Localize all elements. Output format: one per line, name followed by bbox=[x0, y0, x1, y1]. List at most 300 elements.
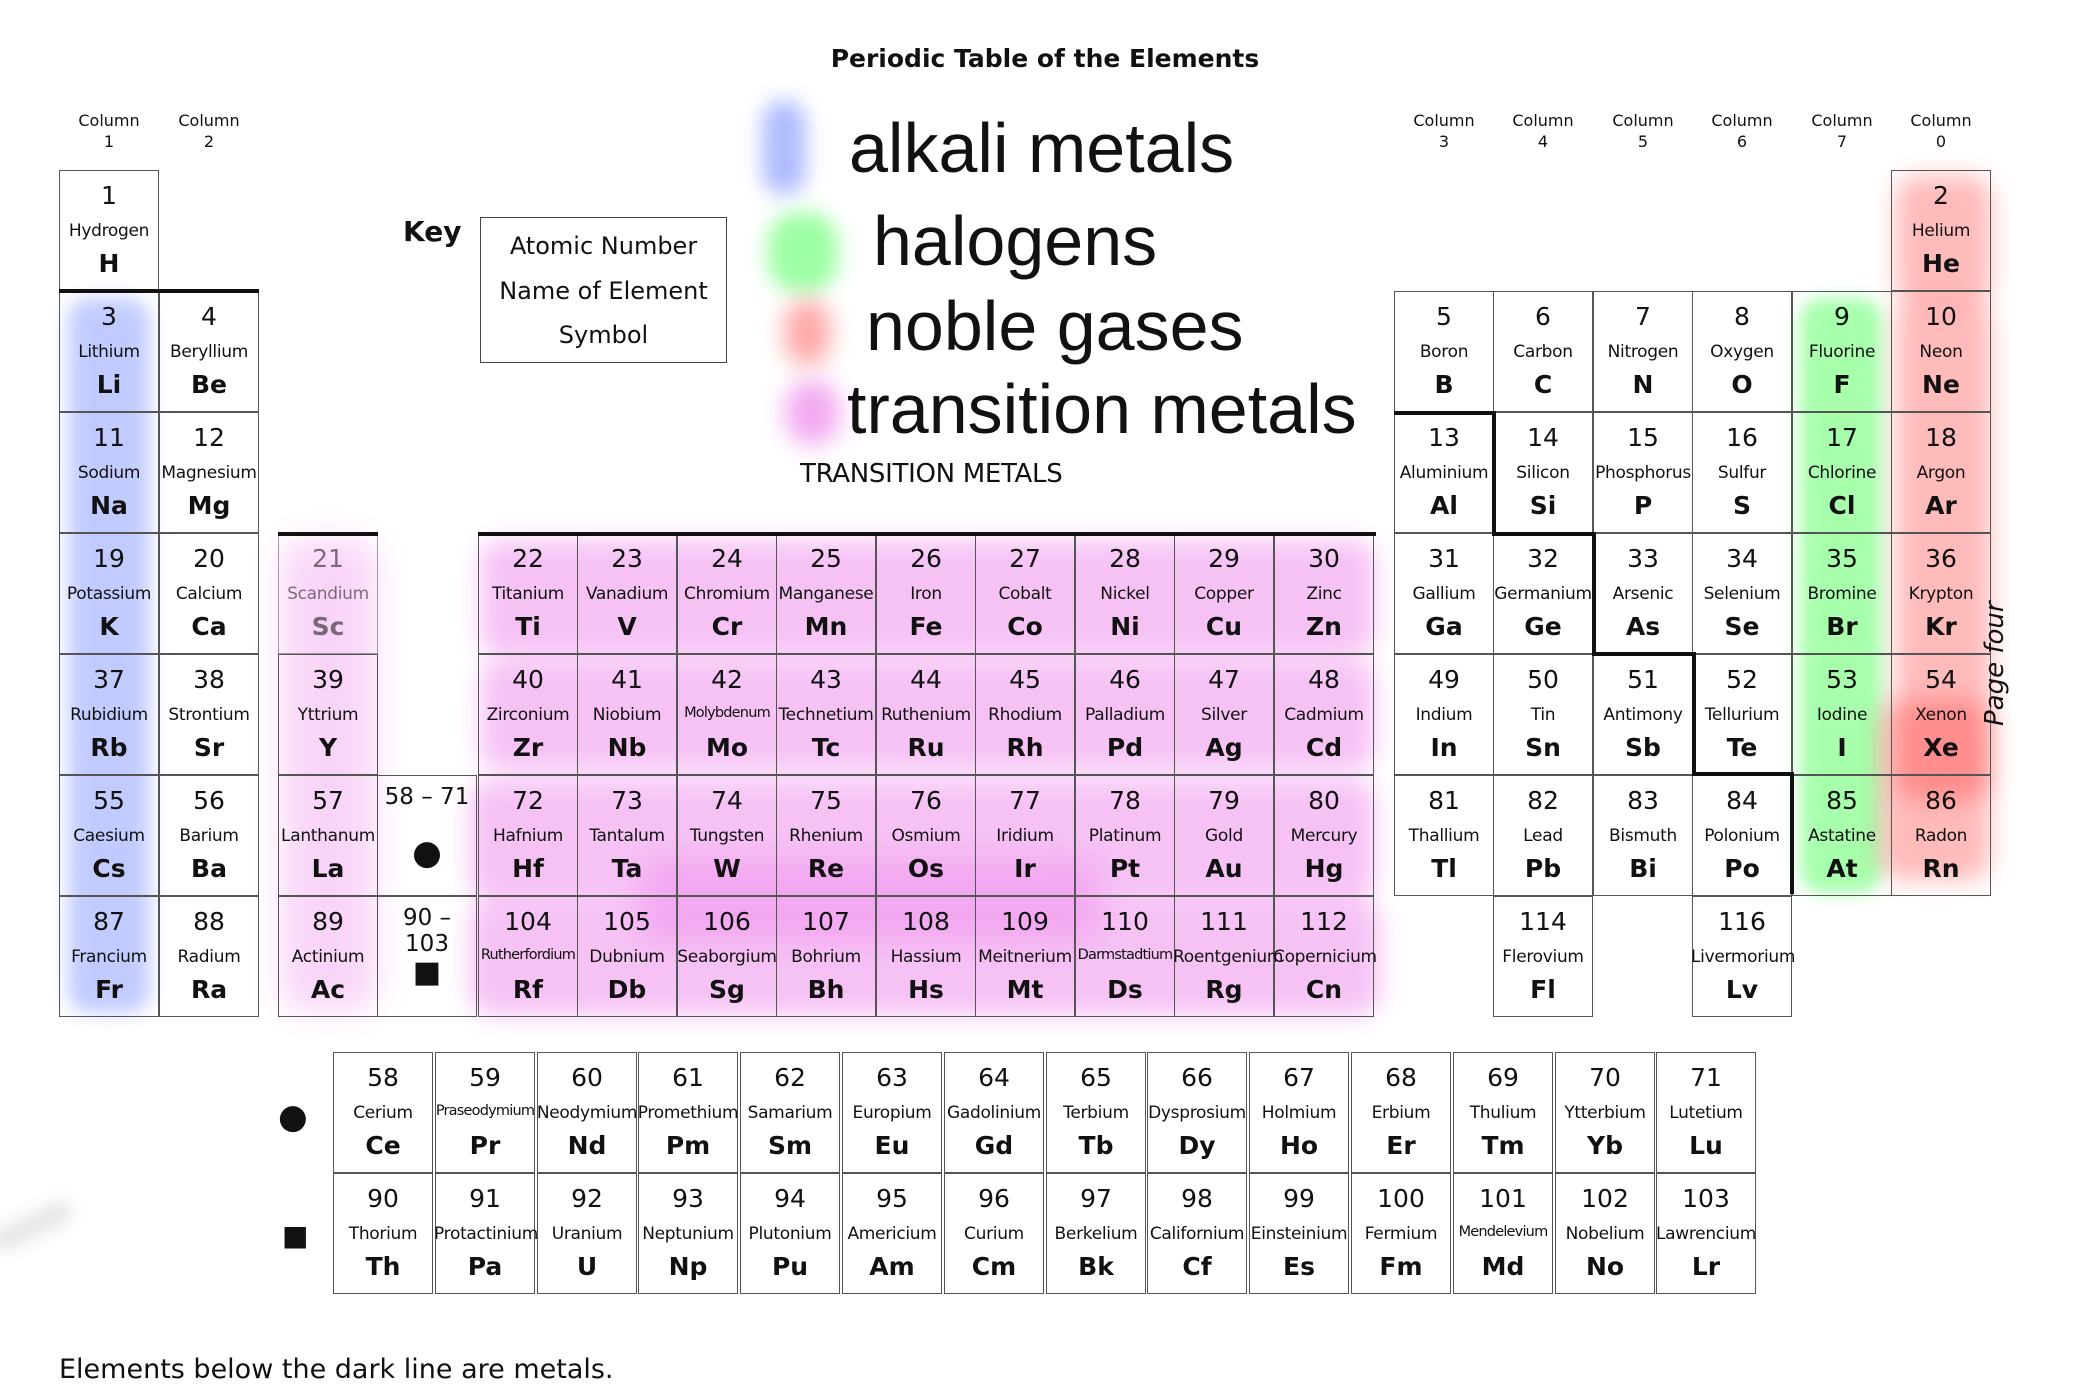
element-cell-hydrogen bbox=[59, 170, 159, 291]
element-name: Barium bbox=[179, 826, 239, 846]
element-symbol: W bbox=[713, 854, 741, 883]
element-cell-barium bbox=[159, 775, 259, 896]
atomic-number: 21 bbox=[312, 544, 344, 573]
element-cell-zirconium bbox=[478, 654, 578, 775]
element-cell-nickel bbox=[1075, 533, 1175, 654]
element-name: Carbon bbox=[1513, 342, 1573, 362]
atomic-number: 44 bbox=[910, 665, 942, 694]
element-cell-rutherfordium bbox=[478, 896, 578, 1017]
element-symbol: Mg bbox=[187, 491, 231, 520]
atomic-number: 84 bbox=[1726, 786, 1758, 815]
element-symbol: Ni bbox=[1110, 612, 1140, 641]
atomic-number: 26 bbox=[910, 544, 942, 573]
element-name: Praseodymium bbox=[435, 1103, 535, 1119]
atomic-number: 12 bbox=[193, 423, 225, 452]
element-name: Iodine bbox=[1816, 705, 1868, 725]
atomic-number: 60 bbox=[571, 1063, 603, 1092]
element-cell-lawrencium bbox=[1656, 1173, 1756, 1294]
element-name: Germanium bbox=[1494, 584, 1592, 604]
atomic-number: 1 bbox=[101, 181, 117, 210]
element-cell-germanium bbox=[1493, 533, 1593, 654]
element-name: Zirconium bbox=[486, 705, 570, 725]
element-cell-cadmium bbox=[1274, 654, 1374, 775]
atomic-number: 41 bbox=[611, 665, 643, 694]
column-header: Column 0 bbox=[1910, 111, 1972, 151]
element-name: Neptunium bbox=[642, 1224, 734, 1244]
element-symbol: Fe bbox=[909, 612, 943, 641]
element-symbol: Ca bbox=[191, 612, 227, 641]
element-name: Nitrogen bbox=[1607, 342, 1679, 362]
element-symbol: Tc bbox=[811, 733, 841, 762]
element-cell-iron bbox=[876, 533, 976, 654]
element-cell-palladium bbox=[1075, 654, 1175, 775]
element-symbol: Rf bbox=[512, 975, 544, 1004]
element-cell-dubnium bbox=[577, 896, 677, 1017]
element-symbol: Co bbox=[1007, 612, 1043, 641]
element-symbol: Ag bbox=[1205, 733, 1243, 762]
element-symbol: Ac bbox=[310, 975, 346, 1004]
legend-halogens: halogens bbox=[873, 202, 1158, 280]
element-name: Aluminium bbox=[1399, 463, 1489, 483]
element-name: Fluorine bbox=[1808, 342, 1876, 362]
element-cell-lead bbox=[1493, 775, 1593, 896]
element-name: Roentgenium bbox=[1173, 947, 1284, 967]
element-cell-mercury bbox=[1274, 775, 1374, 896]
atomic-number: 108 bbox=[902, 907, 950, 936]
element-cell-einsteinium bbox=[1249, 1173, 1349, 1294]
element-cell-bohrium bbox=[776, 896, 876, 1017]
element-symbol: Tb bbox=[1078, 1131, 1114, 1160]
element-symbol: Cs bbox=[92, 854, 126, 883]
element-cell-vanadium bbox=[577, 533, 677, 654]
element-name: Fermium bbox=[1364, 1224, 1438, 1244]
element-cell-berkelium bbox=[1046, 1173, 1146, 1294]
element-cell-selenium bbox=[1692, 533, 1792, 654]
atomic-number: 116 bbox=[1718, 907, 1766, 936]
atomic-number: 78 bbox=[1109, 786, 1141, 815]
element-symbol: Zn bbox=[1306, 612, 1342, 641]
element-name: Gold bbox=[1205, 826, 1243, 846]
element-cell-cobalt bbox=[975, 533, 1075, 654]
element-name: Molybdenum bbox=[684, 705, 770, 721]
element-symbol: Rn bbox=[1922, 854, 1960, 883]
element-cell-tellurium bbox=[1692, 654, 1792, 775]
element-name: Copernicium bbox=[1273, 947, 1377, 967]
element-symbol: Cd bbox=[1305, 733, 1343, 762]
atomic-number: 63 bbox=[876, 1063, 908, 1092]
element-name: Ytterbium bbox=[1564, 1103, 1646, 1123]
element-name: Lutetium bbox=[1669, 1103, 1743, 1123]
atomic-number: 61 bbox=[672, 1063, 704, 1092]
element-symbol: Pd bbox=[1106, 733, 1144, 762]
element-name: Plutonium bbox=[748, 1224, 832, 1244]
element-name: Einsteinium bbox=[1250, 1224, 1348, 1244]
atomic-number: 42 bbox=[711, 665, 743, 694]
column-header: Column 5 bbox=[1612, 111, 1674, 151]
element-symbol: Nb bbox=[607, 733, 647, 762]
element-symbol: Au bbox=[1205, 854, 1243, 883]
element-symbol: Cf bbox=[1182, 1252, 1212, 1281]
element-name: Darmstadtium bbox=[1077, 947, 1173, 963]
element-name: Samarium bbox=[747, 1103, 833, 1123]
element-cell-sulfur bbox=[1692, 412, 1792, 533]
element-cell-rhenium bbox=[776, 775, 876, 896]
atomic-number: 83 bbox=[1627, 786, 1659, 815]
element-symbol: C bbox=[1533, 370, 1553, 399]
element-name: Gadolinium bbox=[946, 1103, 1042, 1123]
element-cell-terbium bbox=[1046, 1052, 1146, 1173]
atomic-number: 43 bbox=[810, 665, 842, 694]
atomic-number: 82 bbox=[1527, 786, 1559, 815]
element-symbol: Cm bbox=[971, 1252, 1017, 1281]
element-name: Palladium bbox=[1085, 705, 1165, 725]
element-name: Lanthanum bbox=[281, 826, 375, 846]
key-name-of-element: Name of Element bbox=[499, 277, 708, 305]
element-cell-mendelevium bbox=[1453, 1173, 1553, 1294]
element-symbol: Eu bbox=[874, 1131, 910, 1160]
element-name: Phosphorus bbox=[1595, 463, 1691, 483]
element-symbol: Br bbox=[1826, 612, 1858, 641]
element-cell-dysprosium bbox=[1147, 1052, 1247, 1173]
element-cell-radium bbox=[159, 896, 259, 1017]
element-cell-thulium bbox=[1453, 1052, 1553, 1173]
element-symbol: S bbox=[1732, 491, 1751, 520]
atomic-number: 92 bbox=[571, 1184, 603, 1213]
element-cell-fermium bbox=[1351, 1173, 1451, 1294]
atomic-number: 38 bbox=[193, 665, 225, 694]
element-name: Dysprosium bbox=[1148, 1103, 1246, 1123]
element-name: Krypton bbox=[1908, 584, 1974, 604]
element-name: Oxygen bbox=[1710, 342, 1774, 362]
element-symbol: Md bbox=[1481, 1252, 1525, 1281]
element-symbol: F bbox=[1833, 370, 1851, 399]
element-cell-roentgenium bbox=[1173, 896, 1284, 1017]
element-symbol: Mo bbox=[705, 733, 749, 762]
atomic-number: 27 bbox=[1009, 544, 1041, 573]
element-symbol: Ga bbox=[1425, 612, 1463, 641]
element-name: Curium bbox=[964, 1224, 1024, 1244]
element-cell-zinc bbox=[1274, 533, 1374, 654]
element-cell-radon bbox=[1891, 775, 1991, 896]
atomic-number: 49 bbox=[1428, 665, 1460, 694]
element-cell-cerium bbox=[333, 1052, 433, 1173]
element-name: Nickel bbox=[1100, 584, 1150, 604]
element-name: Thallium bbox=[1408, 826, 1480, 846]
atomic-number: 100 bbox=[1377, 1184, 1425, 1213]
atomic-number: 6 bbox=[1535, 302, 1551, 331]
element-symbol: Ba bbox=[191, 854, 227, 883]
page-note: Page four bbox=[1980, 601, 2010, 726]
element-cell-sodium bbox=[59, 412, 159, 533]
element-cell-helium bbox=[1891, 170, 1991, 291]
element-symbol: Al bbox=[1430, 491, 1458, 520]
atomic-number: 66 bbox=[1181, 1063, 1213, 1092]
actinide-placeholder-cell bbox=[377, 896, 477, 1017]
element-cell-ruthenium bbox=[876, 654, 976, 775]
element-cell-arsenic bbox=[1593, 533, 1693, 654]
element-name: Flerovium bbox=[1502, 947, 1584, 967]
element-name: Copper bbox=[1194, 584, 1254, 604]
element-cell-meitnerium bbox=[975, 896, 1075, 1017]
atomic-number: 112 bbox=[1300, 907, 1348, 936]
element-symbol: O bbox=[1731, 370, 1753, 399]
atomic-number: 36 bbox=[1925, 544, 1957, 573]
element-cell-fluorine bbox=[1792, 291, 1892, 412]
element-symbol: He bbox=[1922, 249, 1960, 278]
element-symbol: Pb bbox=[1524, 854, 1562, 883]
element-symbol: Ge bbox=[1524, 612, 1562, 641]
element-cell-magnesium bbox=[159, 412, 259, 533]
legend-swatch-alkali bbox=[762, 100, 806, 195]
element-name: Strontium bbox=[168, 705, 250, 725]
element-cell-potassium bbox=[59, 533, 159, 654]
element-cell-tantalum bbox=[577, 775, 677, 896]
element-symbol: Hs bbox=[908, 975, 944, 1004]
element-name: Vanadium bbox=[585, 584, 669, 604]
element-name: Tantalum bbox=[589, 826, 665, 846]
element-cell-caesium bbox=[59, 775, 159, 896]
element-symbol: Sc bbox=[311, 612, 345, 641]
element-symbol: Sb bbox=[1625, 733, 1661, 762]
atomic-number: 71 bbox=[1690, 1063, 1722, 1092]
element-name: Selenium bbox=[1703, 584, 1781, 604]
element-symbol: Xe bbox=[1923, 733, 1959, 762]
atomic-number: 74 bbox=[711, 786, 743, 815]
element-cell-polonium bbox=[1692, 775, 1792, 896]
atomic-number: 2 bbox=[1933, 181, 1949, 210]
element-name: Hydrogen bbox=[68, 221, 150, 241]
element-cell-protactinium bbox=[434, 1173, 539, 1294]
element-name: Rubidium bbox=[70, 705, 148, 725]
legend-swatch-noble bbox=[785, 300, 830, 365]
column-header: Column 7 bbox=[1811, 111, 1873, 151]
element-cell-phosphorus bbox=[1593, 412, 1693, 533]
element-name: Lead bbox=[1523, 826, 1563, 846]
element-cell-thallium bbox=[1394, 775, 1494, 896]
element-name: Promethium bbox=[637, 1103, 739, 1123]
element-name: Boron bbox=[1419, 342, 1469, 362]
element-cell-neodymium bbox=[537, 1052, 637, 1173]
element-name: Rhenium bbox=[789, 826, 863, 846]
element-symbol: Os bbox=[907, 854, 945, 883]
element-symbol: Na bbox=[90, 491, 128, 520]
atomic-number: 93 bbox=[672, 1184, 704, 1213]
element-cell-darmstadtium bbox=[1075, 896, 1175, 1017]
element-name: Protactinium bbox=[434, 1224, 539, 1244]
atomic-number: 88 bbox=[193, 907, 225, 936]
element-cell-samarium bbox=[740, 1052, 840, 1173]
element-cell-nobelium bbox=[1555, 1173, 1655, 1294]
element-name: Livermorium bbox=[1691, 947, 1796, 967]
legend-swatch-transition bbox=[785, 380, 840, 445]
element-name: Astatine bbox=[1808, 826, 1876, 846]
element-cell-krypton bbox=[1891, 533, 1991, 654]
element-name: Lithium bbox=[78, 342, 140, 362]
element-symbol: Sn bbox=[1525, 733, 1561, 762]
element-symbol: No bbox=[1585, 1252, 1625, 1281]
element-symbol: Lr bbox=[1691, 1252, 1721, 1281]
element-name: Yttrium bbox=[297, 705, 359, 725]
element-cell-tin bbox=[1493, 654, 1593, 775]
element-symbol: U bbox=[576, 1252, 598, 1281]
element-symbol: Rg bbox=[1205, 975, 1243, 1004]
atomic-number: 10 bbox=[1925, 302, 1957, 331]
element-cell-platinum bbox=[1075, 775, 1175, 896]
element-cell-uranium bbox=[537, 1173, 637, 1294]
element-name: Platinum bbox=[1088, 826, 1162, 846]
atomic-number: 54 bbox=[1925, 665, 1957, 694]
element-symbol: Te bbox=[1726, 733, 1758, 762]
element-symbol: La bbox=[311, 854, 345, 883]
atomic-number: 33 bbox=[1627, 544, 1659, 573]
element-symbol: Sm bbox=[767, 1131, 813, 1160]
element-symbol: Lv bbox=[1725, 975, 1759, 1004]
actinide-marker: ■ bbox=[412, 955, 442, 990]
element-cell-lutetium bbox=[1656, 1052, 1756, 1173]
element-name: Rutherfordium bbox=[480, 947, 576, 963]
element-symbol: Ho bbox=[1279, 1131, 1319, 1160]
element-cell-lanthanum bbox=[278, 775, 378, 896]
element-symbol: Hg bbox=[1304, 854, 1344, 883]
atomic-number: 76 bbox=[910, 786, 942, 815]
atomic-number: 40 bbox=[512, 665, 544, 694]
element-name: Silicon bbox=[1516, 463, 1570, 483]
element-symbol: Fm bbox=[1379, 1252, 1423, 1281]
element-name: Manganese bbox=[778, 584, 874, 604]
atomic-number: 98 bbox=[1181, 1184, 1213, 1213]
element-symbol: Se bbox=[1724, 612, 1760, 641]
element-name: Caesium bbox=[73, 826, 145, 846]
atomic-number: 39 bbox=[312, 665, 344, 694]
atomic-number: 25 bbox=[810, 544, 842, 573]
element-cell-copper bbox=[1174, 533, 1274, 654]
element-cell-chlorine bbox=[1792, 412, 1892, 533]
element-symbol: Cr bbox=[711, 612, 743, 641]
element-symbol: Re bbox=[807, 854, 845, 883]
element-name: Seaborgium bbox=[677, 947, 777, 967]
element-cell-astatine bbox=[1792, 775, 1892, 896]
element-name: Gallium bbox=[1412, 584, 1476, 604]
atomic-number: 65 bbox=[1080, 1063, 1112, 1092]
element-cell-holmium bbox=[1249, 1052, 1349, 1173]
element-name: Radium bbox=[177, 947, 241, 967]
element-name: Holmium bbox=[1261, 1103, 1337, 1123]
element-symbol: Np bbox=[668, 1252, 708, 1281]
element-symbol: Cl bbox=[1828, 491, 1856, 520]
atomic-number: 95 bbox=[876, 1184, 908, 1213]
element-name: Thorium bbox=[348, 1224, 418, 1244]
element-name: Potassium bbox=[66, 584, 152, 604]
column-header: Column 3 bbox=[1413, 111, 1475, 151]
atomic-number: 52 bbox=[1726, 665, 1758, 694]
element-symbol: K bbox=[99, 612, 119, 641]
element-name: Bromine bbox=[1807, 584, 1877, 604]
element-symbol: Es bbox=[1283, 1252, 1315, 1281]
lanthanide-range: 58 – 71 bbox=[384, 784, 470, 810]
legend-swatch-halogens bbox=[768, 212, 838, 292]
element-cell-silver bbox=[1174, 654, 1274, 775]
element-cell-molybdenum bbox=[677, 654, 777, 775]
element-symbol: Nd bbox=[567, 1131, 607, 1160]
element-symbol: Pr bbox=[469, 1131, 501, 1160]
element-symbol: Kr bbox=[1925, 612, 1957, 641]
element-name: Tungsten bbox=[689, 826, 765, 846]
element-name: Zinc bbox=[1306, 584, 1342, 604]
atomic-number: 111 bbox=[1200, 907, 1248, 936]
element-cell-chromium bbox=[677, 533, 777, 654]
atomic-number: 114 bbox=[1519, 907, 1567, 936]
element-cell-silicon bbox=[1493, 412, 1593, 533]
atomic-number: 35 bbox=[1826, 544, 1858, 573]
atomic-number: 91 bbox=[469, 1184, 501, 1213]
transition-metals-label: TRANSITION METALS bbox=[800, 459, 1063, 489]
element-symbol: Si bbox=[1529, 491, 1557, 520]
element-symbol: Tm bbox=[1481, 1131, 1525, 1160]
atomic-number: 56 bbox=[193, 786, 225, 815]
element-name: Berkelium bbox=[1054, 1224, 1138, 1244]
atomic-number: 107 bbox=[802, 907, 850, 936]
element-cell-scandium bbox=[278, 533, 378, 654]
element-name: Cobalt bbox=[998, 584, 1052, 604]
page-title: Periodic Table of the Elements bbox=[830, 44, 1260, 73]
atomic-number: 103 bbox=[1682, 1184, 1730, 1213]
element-cell-neptunium bbox=[638, 1173, 738, 1294]
element-cell-indium bbox=[1394, 654, 1494, 775]
element-cell-xenon bbox=[1891, 654, 1991, 775]
element-cell-curium bbox=[944, 1173, 1044, 1294]
element-name: Francium bbox=[71, 947, 147, 967]
element-cell-niobium bbox=[577, 654, 677, 775]
element-cell-neon bbox=[1891, 291, 1991, 412]
element-symbol: Bh bbox=[807, 975, 845, 1004]
element-cell-beryllium bbox=[159, 291, 259, 412]
actinide-row-marker: ■ bbox=[282, 1219, 309, 1252]
atomic-number: 23 bbox=[611, 544, 643, 573]
atomic-number: 50 bbox=[1527, 665, 1559, 694]
element-name: Titanium bbox=[491, 584, 565, 604]
atomic-number: 109 bbox=[1001, 907, 1049, 936]
element-symbol: Th bbox=[365, 1252, 401, 1281]
element-cell-calcium bbox=[159, 533, 259, 654]
atomic-number: 57 bbox=[312, 786, 344, 815]
element-symbol: Cu bbox=[1205, 612, 1243, 641]
element-cell-oxygen bbox=[1692, 291, 1792, 412]
atomic-number: 102 bbox=[1581, 1184, 1629, 1213]
column-header: Column 1 bbox=[78, 111, 140, 151]
element-cell-francium bbox=[59, 896, 159, 1017]
element-symbol: Rh bbox=[1006, 733, 1044, 762]
element-cell-tungsten bbox=[677, 775, 777, 896]
element-symbol: Ra bbox=[190, 975, 228, 1004]
element-symbol: Bk bbox=[1078, 1252, 1114, 1281]
column-header: Column 2 bbox=[178, 111, 240, 151]
element-symbol: Lu bbox=[1689, 1131, 1723, 1160]
atomic-number: 70 bbox=[1589, 1063, 1621, 1092]
atomic-number: 59 bbox=[469, 1063, 501, 1092]
element-cell-seaborgium bbox=[677, 896, 777, 1017]
element-cell-ytterbium bbox=[1555, 1052, 1655, 1173]
element-cell-gold bbox=[1174, 775, 1274, 896]
element-name: Rhodium bbox=[988, 705, 1062, 725]
element-name: Calcium bbox=[175, 584, 243, 604]
element-name: Indium bbox=[1415, 705, 1473, 725]
element-symbol: Ir bbox=[1014, 854, 1036, 883]
element-symbol: At bbox=[1826, 854, 1858, 883]
element-symbol: Be bbox=[190, 370, 227, 399]
atomic-number: 11 bbox=[93, 423, 125, 452]
footer-note: Elements below the dark line are metals. bbox=[59, 1354, 614, 1385]
atomic-number: 110 bbox=[1101, 907, 1149, 936]
